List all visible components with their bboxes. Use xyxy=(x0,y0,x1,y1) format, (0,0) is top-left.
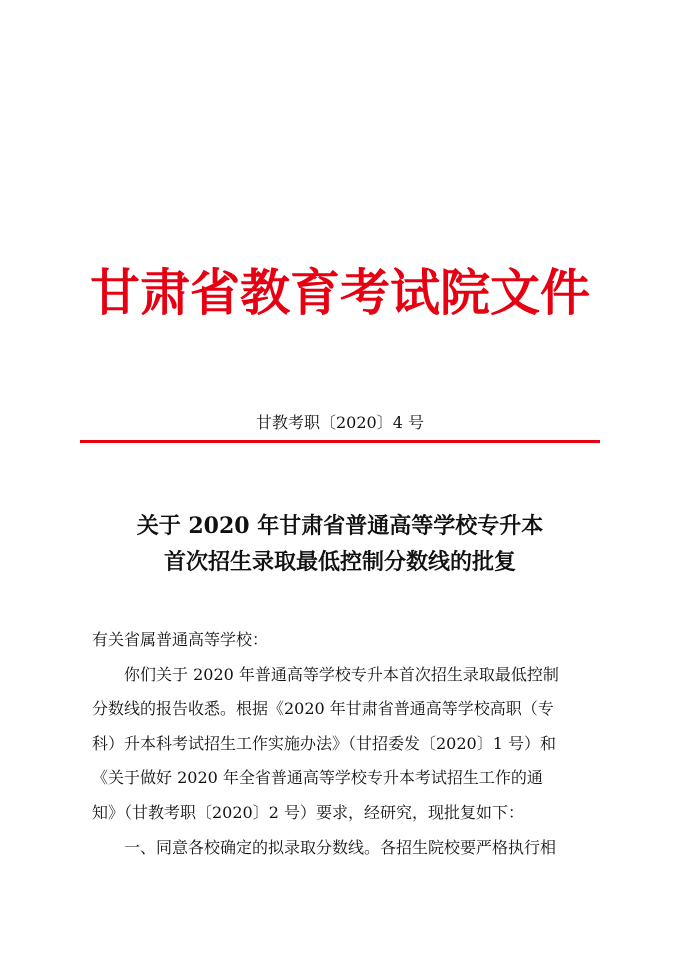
document-body xyxy=(92,623,592,865)
document-header-title: 甘肃省教育考试院文件 xyxy=(90,263,590,322)
body-line-1: 你们关于 2020 年普通高等学校专升本首次招生录取最低控制 xyxy=(124,664,559,684)
body-line-2: 分数线的报告收悉。根据《2020 年甘肃省普通高等学校高职（专 xyxy=(92,699,554,719)
document-title-line-1: 关于 2020 年甘肃省普通高等学校专升本 xyxy=(136,513,544,539)
body-line-3: 科）升本科考试招生工作实施办法》（甘招委发〔2020〕1 号）和 xyxy=(92,733,556,753)
document-title xyxy=(0,508,680,580)
body-line-6: 一、同意各校确定的拟录取分数线。各招生院校要严格执行相 xyxy=(124,837,557,857)
body-line-5: 知》（甘教考职〔2020〕2 号）要求，经研究，现批复如下： xyxy=(92,802,524,822)
document-number: 甘教考职〔2020〕4 号 xyxy=(256,413,424,432)
salutation: 有关省属普通高等学校： xyxy=(92,630,269,649)
body-line-4: 《关于做好 2020 年全省普通高等学校专升本考试招生工作的通 xyxy=(92,768,543,788)
red-divider-line xyxy=(80,440,600,443)
document-title-line-2: 首次招生录取最低控制分数线的批复 xyxy=(163,549,516,575)
